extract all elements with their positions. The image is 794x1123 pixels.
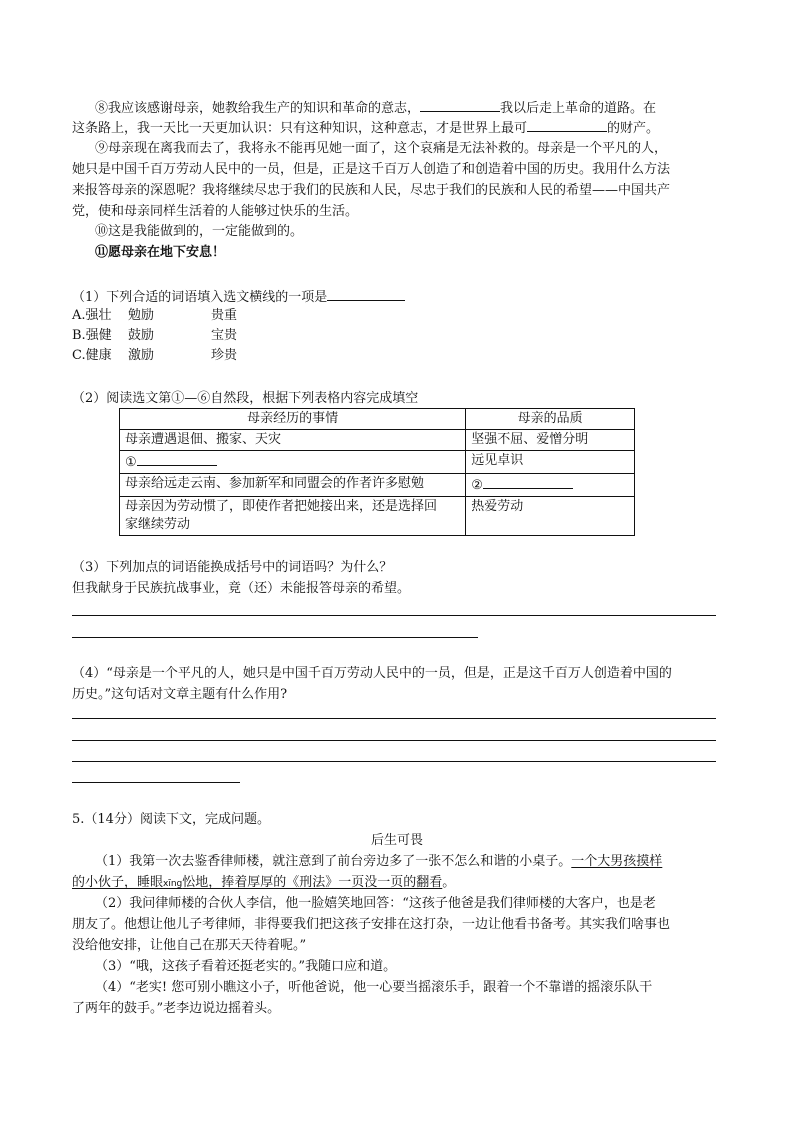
question-3-stem: （3）下列加点的词语能换成括号中的词语吗？为什么？ [72,560,393,575]
answer-line[interactable] [72,782,240,783]
table-cell: 母亲给远走云南、参加新军和同盟会的作者许多慰勉 [120,474,466,497]
option-word-3: 珍贵 [211,348,238,363]
option-label: B. [72,328,86,343]
paragraph-8-text-b: 我以后走上革命的道路。在 [500,101,657,116]
table-header-row [120,409,635,430]
option-label: C. [72,348,86,363]
answer-line[interactable] [72,615,716,616]
option-word-3: 贵重 [211,308,238,323]
pinyin-annotation: xīng [163,879,183,889]
table-header-events: 母亲经历的事情 [120,409,466,430]
answer-line[interactable] [72,761,716,762]
article-paragraph-1-line-1 [95,852,662,872]
table-row [120,451,635,474]
table-blank-1[interactable] [137,452,217,466]
paragraph-8-line-1 [95,97,656,119]
answer-line[interactable] [72,740,716,741]
option-word-3: 宝贵 [211,328,238,343]
table-cell-line-2: 家继续劳动 [125,517,191,532]
paragraph-8-text-c: 这条路上，我一天比一天更加认识：只有这种知识，这种意志，才是世界上最可 [72,121,528,136]
question-1-option-b[interactable] [72,326,238,346]
paragraph-9-line-1: ⑨母亲现在离我而去了，我将永不能再见她一面了，这个哀痛是无法补救的。母亲是一个平凡的人， [95,141,668,156]
underlined-sentence: 忪地，捧着厚厚的《刑法》一页没一页的翻看 [182,875,443,890]
table-cell: 热爱劳动 [466,497,635,536]
blank-number-1: ① [125,455,137,470]
paragraph-10: ⑩这是我能做到的，一定能做到的。 [95,224,304,239]
fill-blank-1[interactable] [420,97,500,112]
table-header-qualities: 母亲的品质 [466,409,635,430]
answer-line[interactable] [72,718,716,719]
underlined-sentence: 的小伙子，睡眼 [72,875,164,890]
question-5-stem: 5.（14分）阅读下文，完成问题。 [72,812,270,827]
qualities-table [119,408,635,536]
table-cell: 远见卓识 [466,451,635,474]
article-text: 。 [442,875,456,890]
paragraph-9-line-3: 来报答母亲的深恩呢？我将继续尽忠于我们的民族和人民，尽忠于我们的民族和人民的希望——中国共产 [72,183,671,198]
option-word-2: 勉励 [128,308,155,323]
question-2-stem: （2）阅读选文第①—⑥自然段，根据下列表格内容完成填空 [72,391,419,406]
table-cell[interactable] [120,451,466,474]
table-cell[interactable] [466,474,635,497]
article-paragraph-1-line-2 [72,873,455,894]
option-word-2: 激励 [128,348,155,363]
paragraph-8-line-2 [72,117,659,139]
question-3-sentence: 但我献身于民族抗战事业，竟（还）未能报答母亲的希望。 [72,581,411,596]
option-word-1: 强壮 [85,308,112,323]
question-4-line-1: （4）“母亲是一个平凡的人，她只是中国千百万劳动人民中的一员，但是，正是这千百万人创造着中国的 [72,666,672,681]
article-title: 后生可畏 [370,833,423,848]
table-cell: 坚强不屈、爱憎分明 [466,430,635,451]
paragraph-11-mark: ⑪ [95,245,109,260]
paragraph-8-text-d: 的财产。 [607,121,660,136]
question-1-text: （1）下列合适的词语填入选文横线的一项是 [72,290,328,305]
table-blank-2[interactable] [483,475,573,489]
paragraph-9-line-2: 她只是中国千百万劳动人民中的一员，但是，正是这千百万人创造了和创造着中国的历史。我用什么方法 [72,162,671,177]
question-1-answer-blank[interactable] [327,286,405,301]
underlined-sentence: 一个大男孩摸样 [571,854,663,869]
table-cell [120,497,466,536]
option-word-1: 健康 [85,348,112,363]
paragraph-11 [95,243,225,263]
table-cell-line-1: 母亲因为劳动惯了，即使作者把她接出来，还是选择回 [125,499,438,514]
paragraph-11-text: 愿母亲在地下安息！ [108,245,226,260]
answer-line[interactable] [72,637,478,638]
paragraph-8-text-a: ⑧我应该感谢母亲，她教给我生产的知识和革命的意志， [95,101,421,116]
article-paragraph-3: （3）“哦，这孩子看着还挺老实的。”我随口应和道。 [95,959,397,974]
blank-number-2: ② [471,478,483,493]
table-cell: 母亲遭遇退佃、搬家、天灾 [120,430,466,451]
table-row [120,474,635,497]
article-text: （1）我第一次去鉴香律师楼，就注意到了前台旁边多了一张不怎么和谐的小桌子。 [95,854,572,869]
question-1-option-a[interactable] [72,306,238,326]
article-paragraph-2-line-3: 没给他安排，让他自己在那天天待着呢。” [72,938,307,953]
table-row [120,430,635,451]
article-paragraph-2-line-2: 朋友了。他想让他儿子考律师，非得要我们把这孩子安排在这打杂，一边让他看书备考。其实我们啥事也 [72,917,671,932]
question-1-stem [72,286,405,308]
option-word-2: 鼓励 [128,328,155,343]
article-paragraph-4-line-1: （4）“老实! 您可别小瞧这小子，听他爸说，他一心要当摇滚乐手，跟着一个不靠谱的摇滚乐队干 [95,980,653,995]
paragraph-9-line-4: 党，使和母亲同样生活着的人能够过快乐的生活。 [72,204,359,219]
question-1-option-c[interactable] [72,346,238,366]
fill-blank-2[interactable] [527,117,607,132]
option-word-1: 强健 [85,328,112,343]
table-row [120,497,635,536]
option-label: A. [72,308,86,323]
question-4-line-2: 历史。”这句话对文章主题有什么作用? [72,687,288,702]
article-paragraph-4-line-2: 了两年的鼓手。”老李边说边摇着头。 [72,1001,281,1016]
article-paragraph-2-line-1: （2）我问律师楼的合伙人李信，他一脸嬉笑地回答：“这孩子他爸是我们律师楼的大客户，也是老 [95,896,656,911]
